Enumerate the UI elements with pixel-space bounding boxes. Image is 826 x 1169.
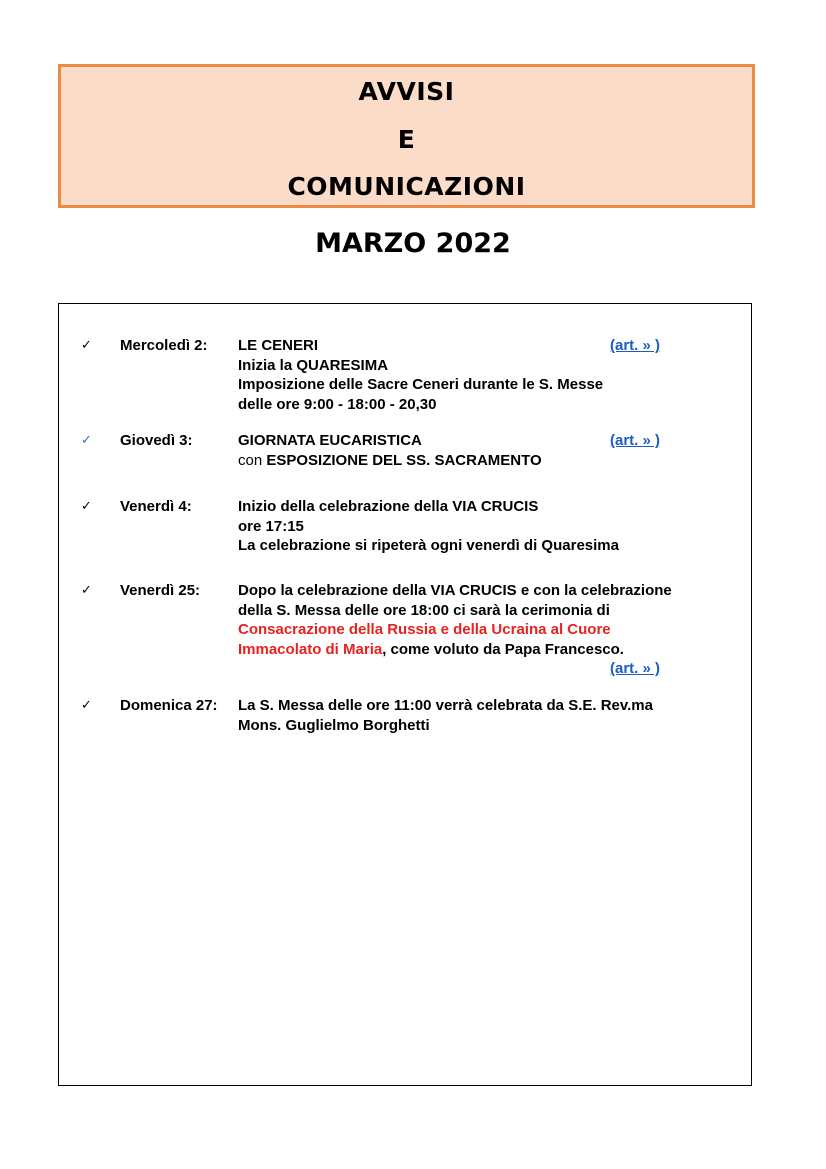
announcement-day: Giovedì 3:	[120, 432, 193, 449]
announcement-line-rest: , come voluto da Papa Francesco.	[382, 640, 624, 658]
header-box	[58, 64, 755, 208]
announcements-box	[58, 303, 752, 1086]
announcement-body	[238, 497, 743, 556]
announcement-day: Venerdì 25:	[120, 582, 201, 599]
article-link[interactable]: (art. » )	[610, 432, 661, 449]
announcement-line-highlight: Consacrazione della Russia e della Ucraina al Cuore	[238, 621, 611, 638]
announcement-line: Imposizione delle Sacre Ceneri durante le S. Messe	[238, 376, 604, 393]
announcement-body	[238, 581, 743, 659]
announcement-line: La celebrazione si ripeterà ogni venerdì di Quaresima	[238, 537, 619, 554]
announcement-line: GIORNATA EUCARISTICA	[238, 432, 422, 449]
header-title-line-1: AVVISI	[358, 77, 455, 106]
announcement-line: ore 17:15	[238, 517, 304, 535]
month-title: MARZO 2022	[315, 228, 511, 259]
announcement-line: LE CENERI	[238, 337, 319, 354]
announcement-day: Domenica 27:	[120, 697, 218, 714]
announcement-line: Dopo la celebrazione della VIA CRUCIS e con la celebrazione	[238, 582, 672, 599]
header-title-line-2: E	[397, 125, 416, 154]
announcement-line: della S. Messa delle ore 18:00 ci sarà la cerimonia di	[238, 601, 610, 619]
announcement-line: Inizia la QUARESIMA	[238, 356, 389, 374]
announcement-line-prefix: con	[238, 451, 267, 469]
announcement-body	[238, 431, 743, 470]
article-link[interactable]: (art. » )	[610, 337, 661, 354]
header-title-line-3: COMUNICAZIONI	[287, 172, 526, 201]
article-link[interactable]: (art. » )	[610, 660, 661, 677]
check-icon: ✓	[81, 499, 92, 514]
check-icon: ✓	[81, 698, 92, 713]
announcement-line	[238, 451, 743, 471]
check-icon: ✓	[81, 583, 92, 598]
announcement-day: Mercoledì 2:	[120, 337, 208, 354]
announcement-line-highlight: Immacolato di Maria	[238, 640, 383, 658]
announcement-line: delle ore 9:00 - 18:00 - 20,30	[238, 395, 437, 413]
announcement-line: Inizio della celebrazione della VIA CRUCIS	[238, 498, 539, 515]
announcement-line-emphasis: ESPOSIZIONE DEL SS. SACRAMENTO	[266, 451, 542, 469]
announcement-day: Venerdì 4:	[120, 498, 192, 515]
announcement-line	[238, 640, 743, 660]
announcement-line: La S. Messa delle ore 11:00 verrà celebrata da S.E. Rev.ma	[238, 697, 653, 714]
announcement-line: Mons. Guglielmo Borghetti	[238, 716, 430, 734]
check-icon: ✓	[81, 338, 92, 353]
announcement-body	[238, 696, 743, 735]
check-icon: ✓	[81, 433, 92, 448]
announcement-body	[238, 336, 743, 414]
